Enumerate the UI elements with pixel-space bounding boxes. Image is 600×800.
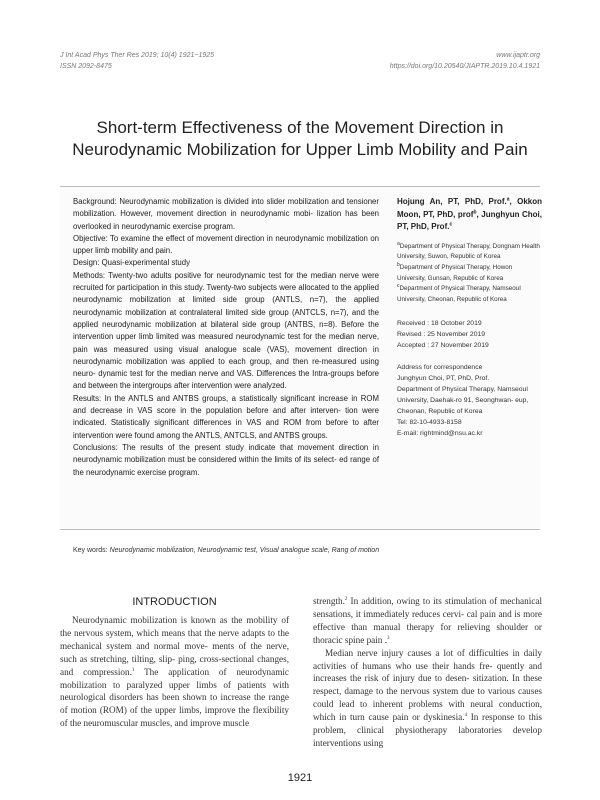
affiliation-text: Department of Physical Therapy, Namseoul University, Cheonan, Republic of Korea [397,285,521,304]
citation-mark: 3 [387,635,390,641]
correspondence-tel: Tel: 82-10-4933-8158 [397,418,462,426]
article-sidebar [397,196,542,439]
abstract-conclusions: Conclusions: The results of the present study indicate that movement direction in neurodynamic mobilization must be considered within the limits of its select- ed range of the neurodynamic exercise program. [73,442,379,477]
correspondence-name: Junghyun Choi, PT, PhD, Prof. [397,374,490,382]
abstract-design: Design: Quasi-experimental study [73,258,191,268]
keywords-label: Key words: [73,547,108,554]
journal-citation: J Int Acad Phys Ther Res 2019; 10(4) 1921~1925 [60,52,215,59]
title-line-1: Short-term Effectiveness of the Movement Direction in [96,118,504,137]
journal-header-right [390,50,540,72]
author-3-mark: c [449,221,453,228]
author-1: Hojung An, PT, PhD, Prof. [397,197,507,206]
affiliation-c [397,284,542,305]
keywords-value: Neurodynamic mobilization, Neurodynamic test, Visual analogue scale, Rang of motion [109,547,380,554]
body-column-right [313,595,542,750]
doi-link[interactable]: https://doi.org/10.20540/JIAPTR.2019.10.4.1921 [389,63,540,70]
date-revised: Revised : 25 November 2019 [397,330,486,338]
date-accepted: Accepted : 27 November 2019 [397,341,489,349]
correspondence-heading: Address for correspondence [397,363,483,371]
intro-paragraph-3 [313,647,542,750]
correspondence-address: Department of Physical Therapy, Namseoul University, Daehak-ro 91, Seonghwan- eup, Cheonan, Republic of Korea [397,385,529,415]
abstract-objective: Objective: To examine the effect of movement direction in neurodynamic mobilization on upper limb mobility and pain. [73,233,379,256]
article-title [60,117,540,161]
journal-header-left [60,50,214,72]
intro-text-3b: In response to this problem, clinical physiotherapy laboratories develop interventions using [313,712,542,748]
citation-mark: 4 [464,713,467,719]
author-2-mark: b [473,208,477,215]
author-1-mark: a [506,196,510,203]
article-dates [397,318,542,351]
affiliation-mark: b [397,261,400,268]
correspondence [397,362,542,439]
author-2: , Okkon Moon, PT, PhD, prof [397,197,543,219]
journal-website[interactable]: www.ijaptr.org [496,52,540,59]
affiliation-text: Department of Physical Therapy, Dongnam Health University, Suwon, Republic of Korea [397,242,540,261]
correspondence-email[interactable]: E-mail: rightmind@nsu.ac.kr [397,429,483,437]
abstract-methods: Methods: Twenty-two adults positive for neurodynamic test for the median nerve were recruited for participation in this study. Twenty-two subjects were allocated to the applied neurodynamic mobilization at limited side group (ANTLS, n=7), the applied neurodynamic mobilization at contralateral limited side group (ANTCLS, n=7), and the applied neurodynamic mobilization at bilateral side group (ANTBS, n=8). Before the intervention upper limb limited was measured neurodynamic test for the median nerve, pain was measured using visual analogue scale (VAS), movement direction in neurodynamic mobilization was applied to each group, and then re-measured using neuro- dynamic test for the median nerve and VAS. Differences the Intra-groups before and between the intergroups after intervention were analyzed. [73,270,379,391]
intro-text-1a: Neurodynamic mobilization is known as the mobility of the nervous system, which means that the nerve adapts to the mechanical system and normal move- ments of the nerve, such as stretching, tilting, slip- ping, cross-sectional changes, and compression. [60,615,289,677]
abstract-background: Background: Neurodynamic mobilization is divided into slider mobilization and tensioner mobilization. However, movement direction in neurodynamic mobi- lization has been overlooked in neurodynamic exercise program. [73,197,379,231]
intro-paragraph-2 [313,595,542,647]
keywords [73,545,383,557]
intro-text-3a: Median nerve injury causes a lot of difficulties in daily activities of humans who use their hands fre- quently and increases the risk of injury due to desen- sitization. In these respect, damage to the nervous system due to various causes could lead to inherent problems with neural conduction, which in turn cause pain or dyskinesia. [313,647,542,723]
page-number: 1921 [287,772,313,784]
author-3: , Junghyun Choi, PT, PhD, Prof. [397,209,542,231]
intro-text-1b: The application of neurodynamic mobilization to paralyzed upper limbs of patients with neurological disorders has been shown to increase the range of motion (ROM) of the upper limbs, improve the flexibility of the neuromuscular muscles, and improve muscle [60,666,289,729]
intro-paragraph-1 [60,614,289,730]
title-line-2: Neurodynamic Mobilization for Upper Limb Mobility and Pain [72,140,528,159]
affiliation-mark: a [397,240,400,247]
date-received: Received : 18 October 2019 [397,319,482,327]
citation-mark: 1 [131,667,135,673]
citation-mark: 2 [344,596,348,602]
abstract [73,196,379,479]
abstract-results: Results: In the ANTLS and ANTBS groups, a statistically significant increase in ROM and decrease in VAS score in the population before and after interven- tion were indicated. Statistically significant differences in VAS and ROM from before to after intervention were found among the ANTLS, ANTCLS, and ANTBS groups. [73,393,379,440]
section-heading-introduction: INTRODUCTION [132,596,217,608]
intro-text-2a: strength. [313,596,345,606]
body-column-left [60,595,289,730]
issn: ISSN 2092-8475 [60,63,112,70]
affiliation-text: Department of Physical Therapy, Howon University, Gunsan, Republic of Korea [397,263,513,282]
intro-text-2b: In addition, owing to its stimulation of mechanical sensations, it immediately reduces cervi- cal pain and is more effective than manual therapy for relieving shoulder or thoracic spine pain . [313,596,542,645]
author-list [397,196,542,234]
affiliation-mark: c [397,283,400,290]
affiliation-a [397,242,542,263]
affiliation-b [397,263,542,284]
